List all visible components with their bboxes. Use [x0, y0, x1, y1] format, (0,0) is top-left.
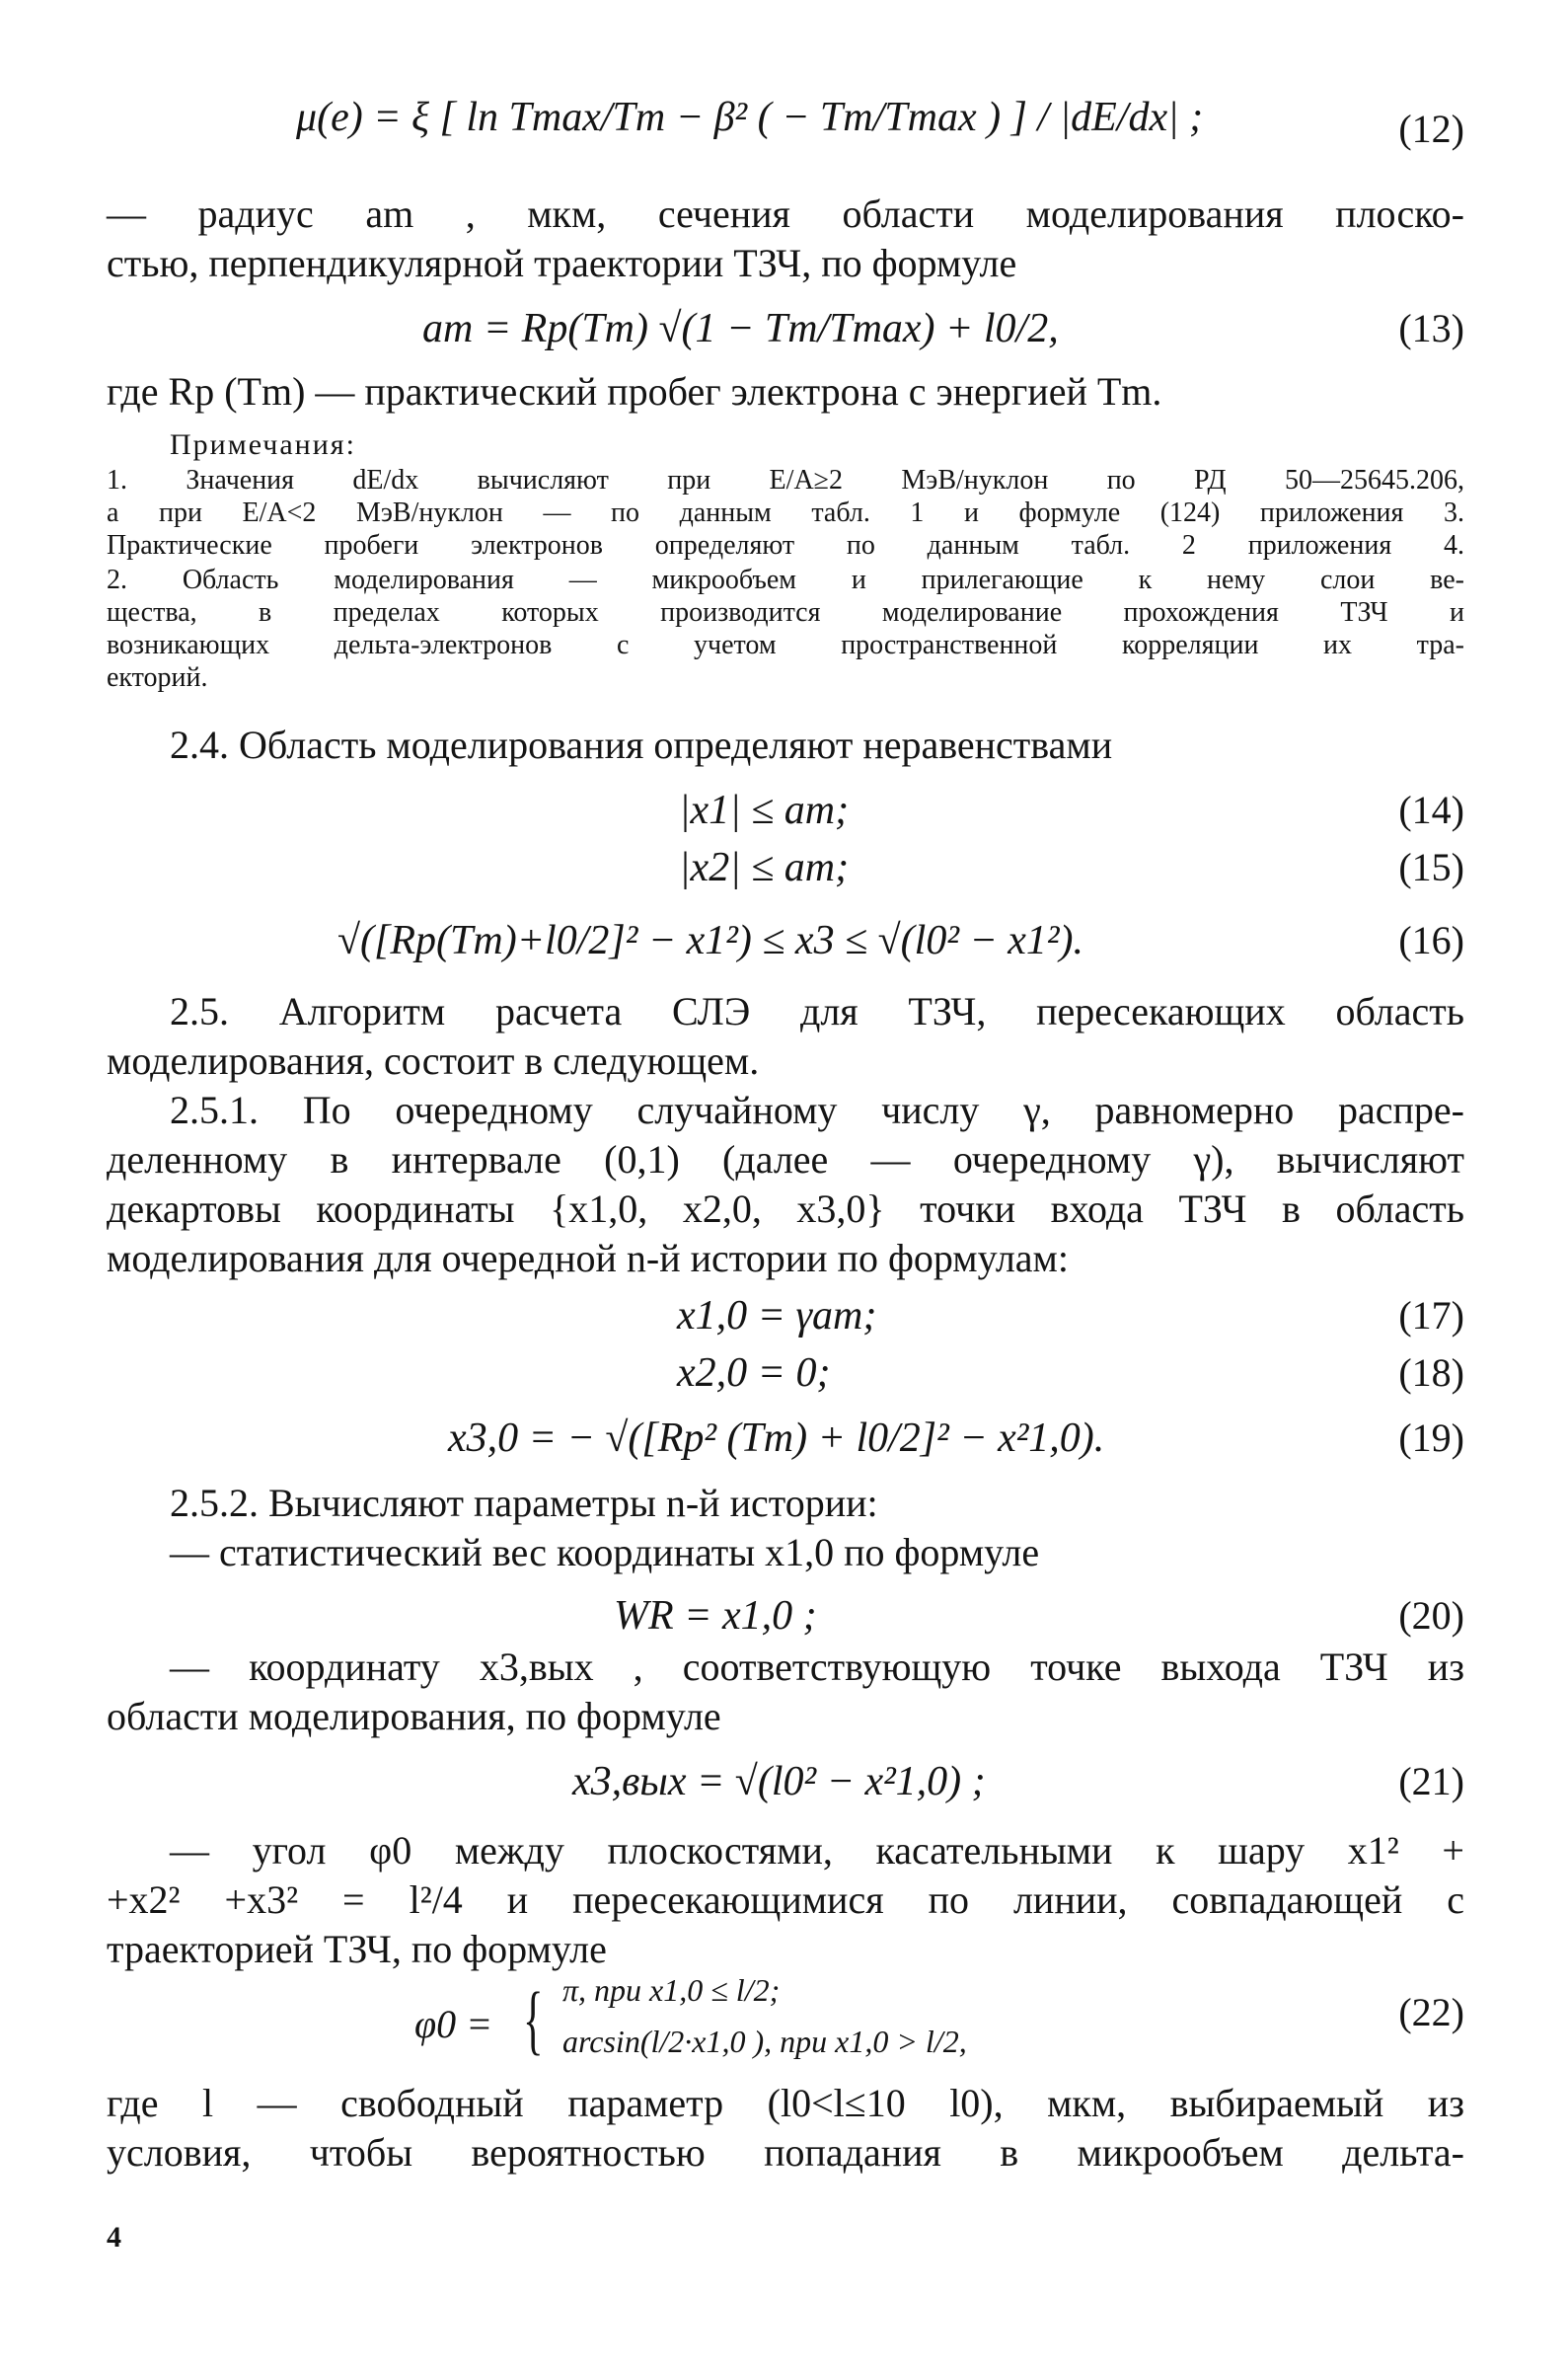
paragraph-line: 2.5. Алгоритм расчета СЛЭ для ТЗЧ, пересекающих область	[170, 989, 1464, 1033]
note-line: возникающих дельта-электронов с учетом пространственной корреляции их тра-	[107, 630, 1464, 660]
paragraph-line: — статистический вес координаты x1,0 по формуле	[170, 1530, 1040, 1574]
note-line: а при E/A<2 МэВ/нуклон — по данным табл. 1 и формуле (124) приложения 3.	[107, 497, 1464, 528]
paragraph-line: — угол φ0 между плоскостями, касательными к шару x1² +	[170, 1828, 1464, 1873]
equation-number-13: (13)	[1398, 306, 1464, 350]
paragraph-line: — радиус am , мкм, сечения области моделирования плоско-	[107, 191, 1464, 236]
equation-number-15: (15)	[1398, 845, 1464, 889]
paragraph-line: 2.5.1. По очередному случайному числу γ, равномерно распре-	[170, 1088, 1464, 1132]
equation-19: x3,0 = − √([Rp² (Tm) + l0/2]² − x²1,0).	[448, 1415, 1105, 1461]
equation-18: x2,0 = 0;	[677, 1350, 831, 1396]
equation-number-21: (21)	[1398, 1759, 1464, 1803]
equation-number-12: (12)	[1398, 107, 1464, 151]
equation-number-20: (20)	[1398, 1593, 1464, 1638]
equation-14: |x1| ≤ am;	[679, 788, 850, 833]
equation-22-lhs: φ0 =	[414, 2002, 493, 2046]
equation-number-14: (14)	[1398, 788, 1464, 832]
note-line: 2. Область моделирования — микрообъем и прилегающие к нему слои ве-	[107, 565, 1464, 595]
note-line: 1. Значения dE/dx вычисляют при E/A≥2 МэВ/нуклон по РД 50—25645.206,	[107, 465, 1464, 496]
paragraph-line: деленному в интервале (0,1) (далее — очередному γ), вычисляют	[107, 1137, 1464, 1182]
equation-number-19: (19)	[1398, 1415, 1464, 1460]
paragraph-line: — координату x3,вых , соответствующую точке выхода ТЗЧ из	[170, 1644, 1464, 1689]
paragraph-line: моделирования для очередной n-й истории по формулам:	[107, 1236, 1069, 1280]
equation-number-22: (22)	[1398, 1990, 1464, 2034]
paragraph-line: +x2² +x3² = l²/4 и пересекающимися по линии, совпадающей с	[107, 1877, 1464, 1922]
notes-heading: Примечания:	[170, 428, 356, 461]
paragraph-line: траекторией ТЗЧ, по формуле	[107, 1927, 607, 1971]
paragraph-line: условия, чтобы вероятностью попадания в микрообъем дельта-	[107, 2130, 1464, 2175]
equation-number-17: (17)	[1398, 1293, 1464, 1338]
note-line: екторий.	[107, 662, 208, 693]
paragraph-line: области моделирования, по формуле	[107, 1694, 721, 1738]
equation-12: μ(e) = ξ [ ln Tmax/Tm − β² ( − Tm/Tmax ) ] / |dE/dx| ;	[296, 95, 1204, 140]
paragraph-line: где Rp (Tm) — практический пробег электрона с энергией Tm.	[107, 369, 1162, 414]
equation-number-16: (16)	[1398, 918, 1464, 962]
equation-22-case-1: π, при x1,0 ≤ l/2;	[562, 1972, 781, 2008]
page-number: 4	[107, 2221, 121, 2254]
note-line: Практические пробеги электронов определяют по данным табл. 2 приложения 4.	[107, 530, 1464, 561]
equation-22-brace: {	[523, 1976, 544, 2062]
section-2-4: 2.4. Область моделирования определяют неравенствами	[170, 723, 1113, 767]
section-2-5-2: 2.5.2. Вычисляют параметры n-й истории:	[170, 1481, 878, 1525]
equation-number-18: (18)	[1398, 1350, 1464, 1395]
paragraph-line: моделирования, состоит в следующем.	[107, 1038, 760, 1083]
equation-21: x3,вых = √(l0² − x²1,0) ;	[572, 1759, 986, 1804]
equation-17: x1,0 = γam;	[677, 1293, 877, 1338]
note-line: щества, в пределах которых производится моделирование прохождения ТЗЧ и	[107, 597, 1464, 628]
equation-22-case-2: arcsin(l/2·x1,0 ), при x1,0 > l/2,	[562, 2024, 967, 2059]
equation-20: WR = x1,0 ;	[614, 1593, 817, 1639]
equation-13: am = Rp(Tm) √(1 − Tm/Tmax) + l0/2,	[422, 306, 1059, 351]
equation-15: |x2| ≤ am;	[679, 845, 850, 890]
paragraph-line: декартовы координаты {x1,0, x2,0, x3,0} точки входа ТЗЧ в область	[107, 1186, 1464, 1231]
paragraph-line: где l — свободный параметр (l0<l≤10 l0), мкм, выбираемый из	[107, 2081, 1464, 2125]
equation-16: √([Rp(Tm)+l0/2]² − x1²) ≤ x3 ≤ √(l0² − x1²).	[337, 918, 1083, 963]
paragraph-line: стью, перпендикулярной траектории ТЗЧ, по формуле	[107, 241, 1017, 285]
